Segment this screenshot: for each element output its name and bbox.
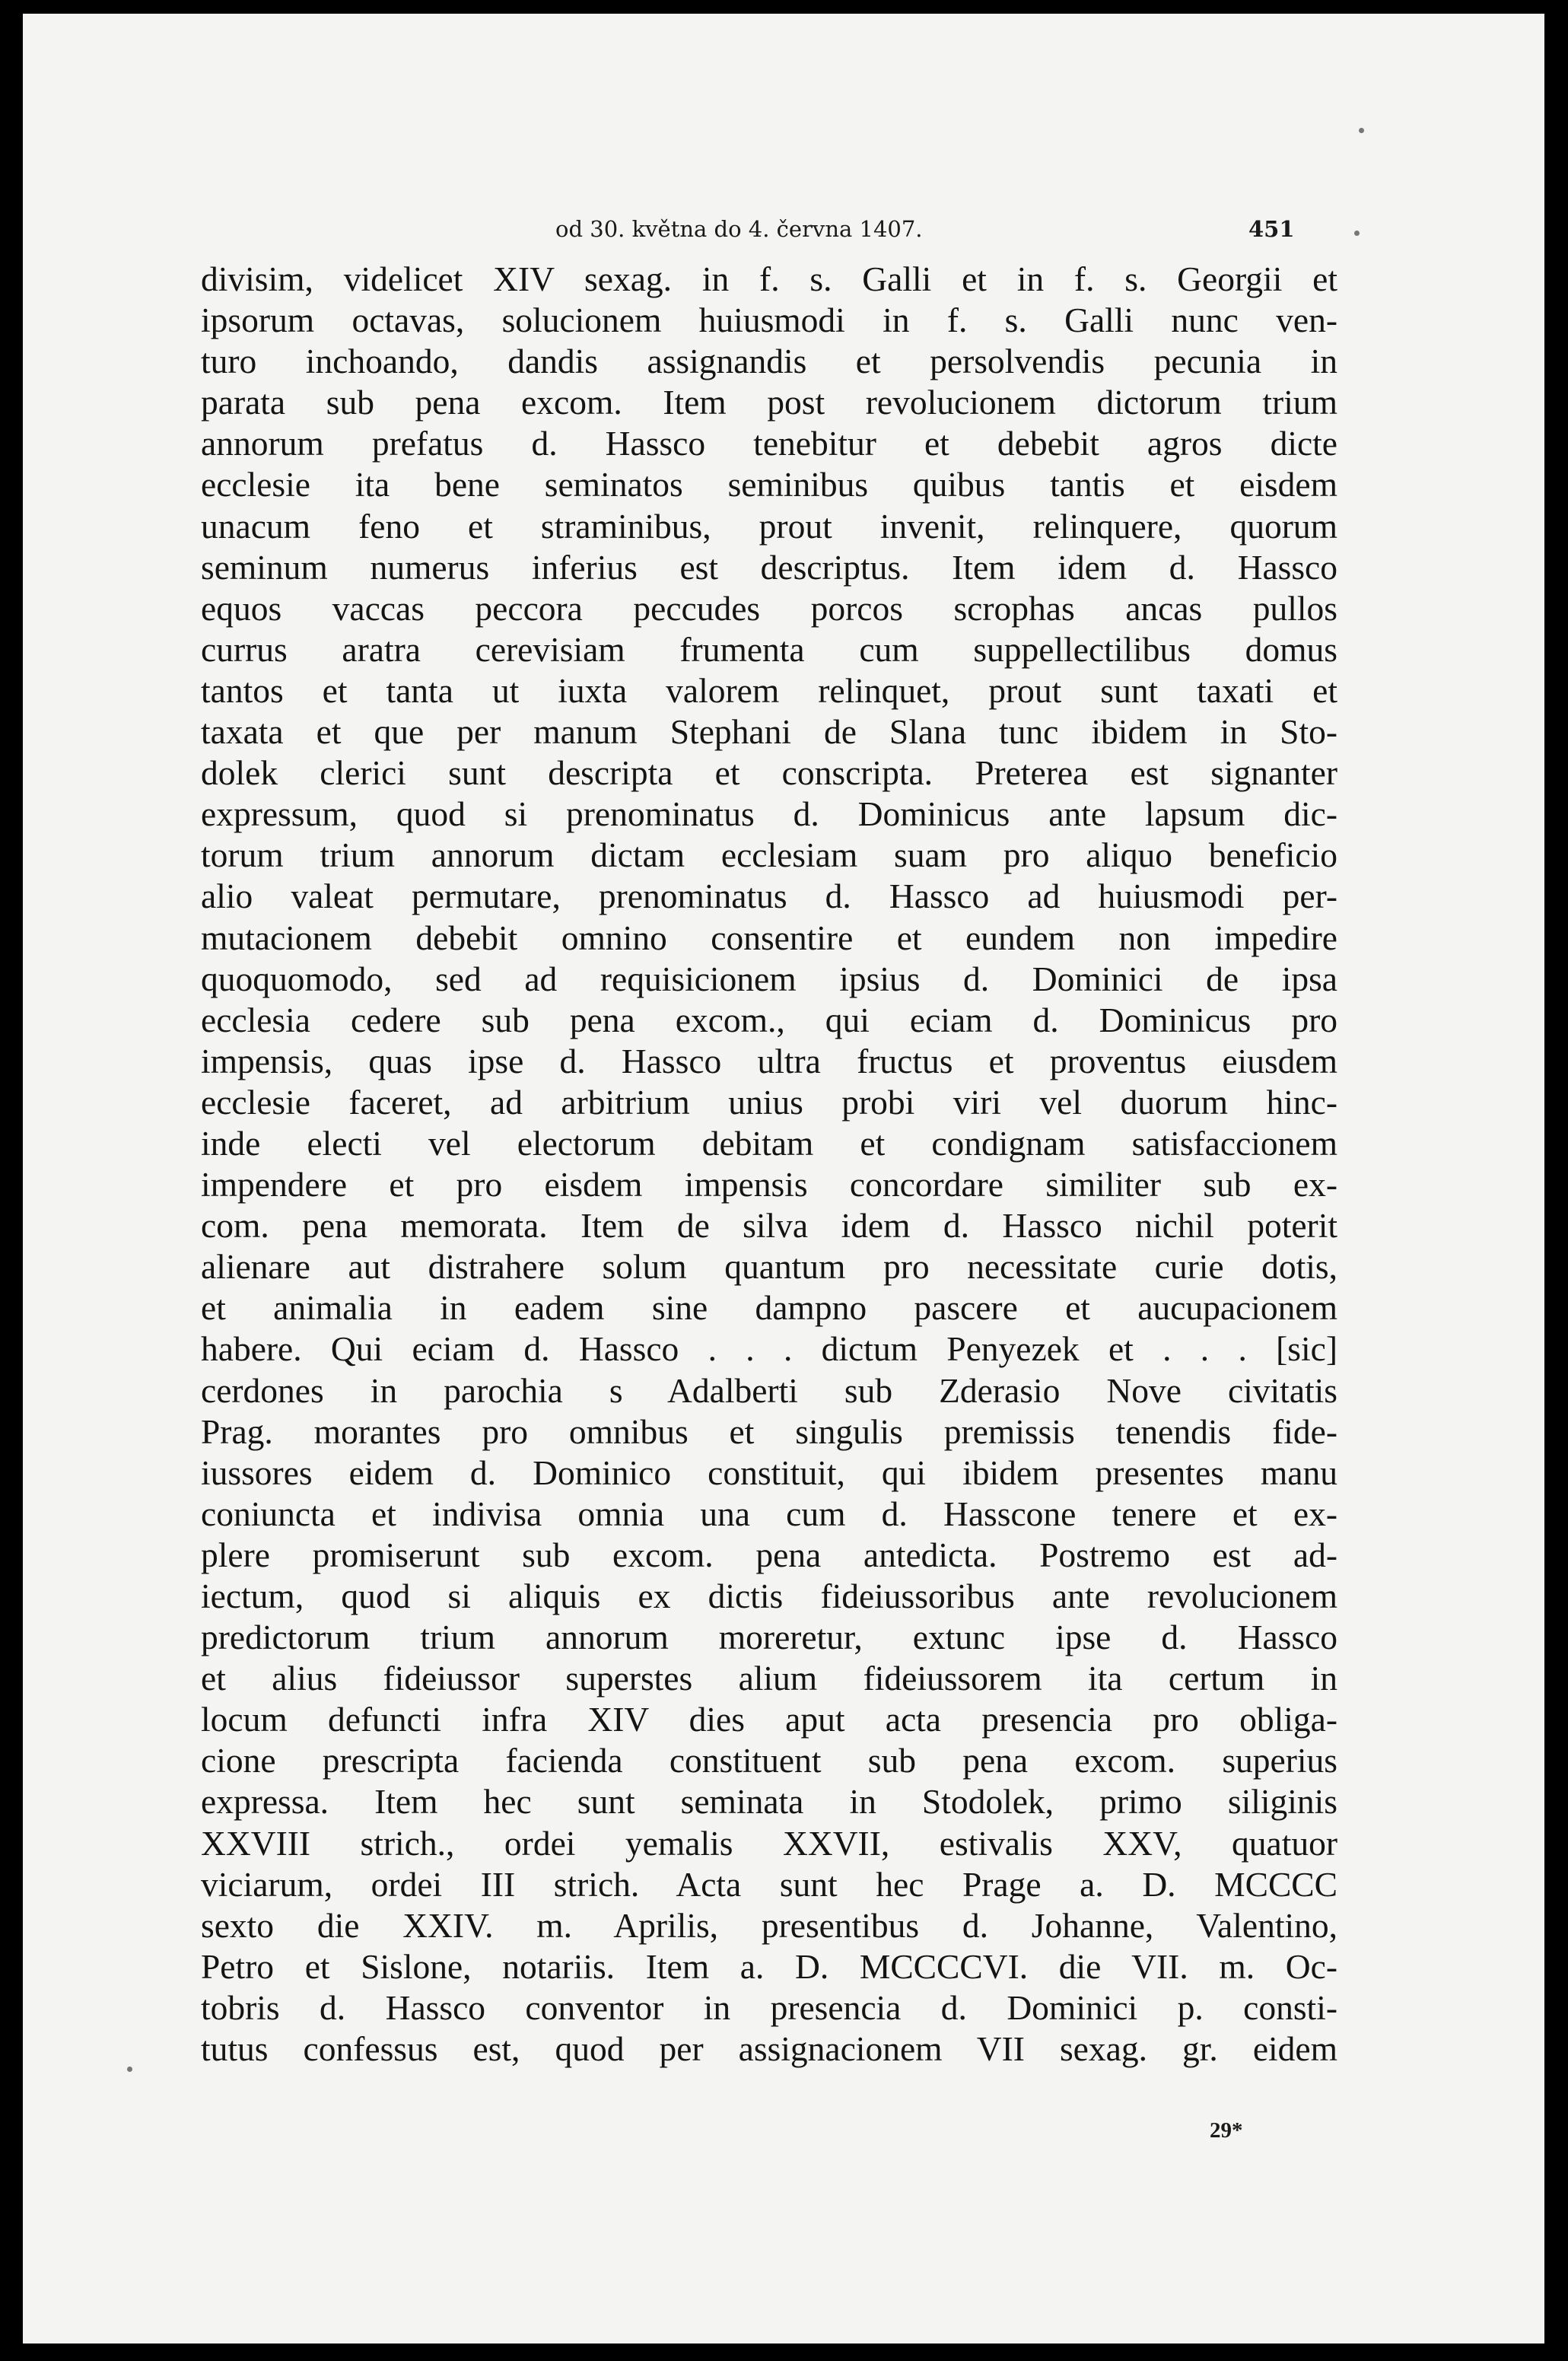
- text-line: ipsorum octavas, solucionem huiusmodi in f. s. Galli nunc ven-: [201, 301, 1337, 340]
- text-line: mutacionem debebit omnino consentire et eundem non impedire: [201, 918, 1337, 957]
- text-line: Petro et Sislone, notariis. Item a. D. MCCCCVI. die VII. m. Oc-: [201, 1946, 1337, 1986]
- text-line: dolek clerici sunt descripta et conscripta. Preterea est signanter: [201, 753, 1337, 793]
- page-number: 451: [1248, 216, 1295, 242]
- decorative-speck: [1354, 231, 1360, 236]
- text-line: tantos et tanta ut iuxta valorem relinquet, prout sunt taxati et: [201, 670, 1337, 710]
- body-text: [201, 259, 1337, 2070]
- text-line: inde electi vel electorum debitam et condignam satisfaccionem: [201, 1123, 1337, 1163]
- text-line: impensis, quas ipse d. Hassco ultra fructus et proventus eiusdem: [201, 1041, 1337, 1080]
- text-line: expressa. Item hec sunt seminata in Stodolek, primo siliginis: [201, 1782, 1337, 1822]
- text-line: expressum, quod si prenominatus d. Dominicus ante lapsum dic-: [201, 794, 1337, 834]
- text-line: XXVIII strich., ordei yemalis XXVII, estivalis XXV, quatuor: [201, 1823, 1337, 1863]
- text-line: divisim, videlicet XIV sexag. in f. s. Galli et in f. s. Georgii et: [201, 259, 1337, 298]
- signature-mark: 29*: [1210, 2118, 1243, 2143]
- text-line: iectum, quod si aliquis ex dictis fideiussoribus ante revolucionem: [201, 1577, 1337, 1615]
- text-line: et alius fideiussor superstes alium fideiussorem ita certum in: [201, 1659, 1337, 1698]
- text-line: ecclesia cedere sub pena excom., qui eciam d. Dominicus pro: [201, 1000, 1337, 1039]
- text-line: currus aratra cerevisiam frumenta cum suppellectilibus domus: [201, 629, 1337, 669]
- text-line: turo inchoando, dandis assignandis et persolvendis pecunia in: [201, 342, 1337, 381]
- text-line: parata sub pena excom. Item post revolucionem dictorum trium: [201, 383, 1337, 422]
- text-line: ecclesie faceret, ad arbitrium unius probi viri vel duorum hinc-: [201, 1082, 1337, 1122]
- text-line: tobris d. Hassco conventor in presencia d. Dominici p. consti-: [201, 1987, 1337, 2027]
- text-line: alio valeat permutare, prenominatus d. Hassco ad huiusmodi per-: [201, 877, 1337, 916]
- text-line: habere. Qui eciam d. Hassco . . . dictum Penyezek et . . . [sic]: [201, 1329, 1337, 1369]
- text-line: Prag. morantes pro omnibus et singulis premissis tenendis fide-: [201, 1411, 1337, 1451]
- text-line: seminum numerus inferius est descriptus. Item idem d. Hassco: [201, 547, 1337, 587]
- text-line: unacum feno et straminibus, prout invenit, relinquere, quorum: [201, 506, 1337, 546]
- text-line: annorum prefatus d. Hassco tenebitur et debebit agros dicte: [201, 424, 1337, 463]
- running-title: od 30. května do 4. června 1407.: [555, 216, 923, 242]
- text-line: impendere et pro eisdem impensis concordare similiter sub ex-: [201, 1165, 1337, 1204]
- text-line: tutus confessus est, quod per assignacionem VII sexag. gr. eidem: [201, 2029, 1337, 2069]
- text-line: alienare aut distrahere solum quantum pro necessitate curie dotis,: [201, 1247, 1337, 1287]
- text-line: et animalia in eadem sine dampno pascere et aucupacionem: [201, 1288, 1337, 1328]
- text-line: cione prescripta facienda constituent sub pena excom. superius: [201, 1741, 1337, 1780]
- decorative-speck: [1359, 128, 1364, 133]
- text-line: torum trium annorum dictam ecclesiam suam pro aliquo beneficio: [201, 835, 1337, 875]
- text-line: viciarum, ordei III strich. Acta sunt hec Prage a. D. MCCCC: [201, 1864, 1337, 1904]
- text-line: locum defuncti infra XIV dies aput acta presencia pro obliga-: [201, 1700, 1337, 1739]
- decorative-speck: [127, 2067, 132, 2072]
- text-line: cerdones in parochia s Adalberti sub Zderasio Nove civitatis: [201, 1370, 1337, 1410]
- text-line: predictorum trium annorum moreretur, extunc ipse d. Hassco: [201, 1618, 1337, 1657]
- text-line: ecclesie ita bene seminatos seminibus quibus tantis et eisdem: [201, 465, 1337, 504]
- text-line: taxata et que per manum Stephani de Slana tunc ibidem in Sto-: [201, 712, 1337, 752]
- text-line: com. pena memorata. Item de silva idem d. Hassco nichil poterit: [201, 1206, 1337, 1246]
- text-line: sexto die XXIV. m. Aprilis, presentibus d. Johanne, Valentino,: [201, 1905, 1337, 1945]
- text-line: plere promiserunt sub excom. pena antedicta. Postremo est ad-: [201, 1535, 1337, 1574]
- text-line: coniuncta et indivisa omnia una cum d. Hasscone tenere et ex-: [201, 1494, 1337, 1533]
- text-line: equos vaccas peccora peccudes porcos scrophas ancas pullos: [201, 588, 1337, 628]
- text-line: quoquomodo, sed ad requisicionem ipsius d. Dominici de ipsa: [201, 959, 1337, 998]
- document-page: [23, 14, 1544, 2343]
- text-line: iussores eidem d. Dominico constituit, qui ibidem presentes manu: [201, 1453, 1337, 1492]
